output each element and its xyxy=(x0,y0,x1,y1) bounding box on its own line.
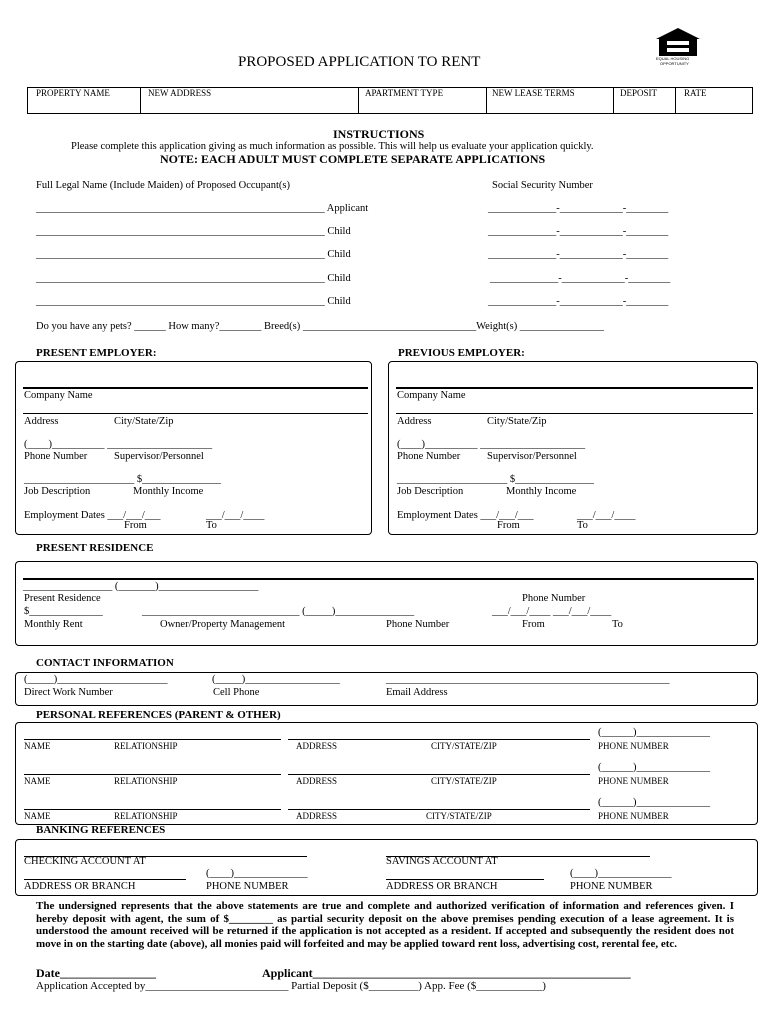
ref-address-label: ADDRESS xyxy=(296,776,338,786)
savings-address-label: ADDRESS OR BRANCH xyxy=(386,881,498,892)
job-label: Job Description xyxy=(24,486,91,497)
ref-name-label: NAME xyxy=(24,776,51,786)
logo-text-2: OPPORTUNITY xyxy=(660,61,689,66)
ref-phone-label: PHONE NUMBER xyxy=(598,811,669,821)
col-rate: RATE xyxy=(684,88,707,98)
checking-address-label: ADDRESS OR BRANCH xyxy=(24,881,136,892)
occupant-name-label: Full Legal Name (Include Maiden) of Proposed Occupant(s) xyxy=(36,180,290,191)
occupant-row[interactable]: _______________________________________________________ Applicant xyxy=(36,203,369,214)
ref-name-label: NAME xyxy=(24,811,51,821)
residence-label: Present Residence xyxy=(24,593,101,604)
banking-heading: BANKING REFERENCES xyxy=(36,824,166,836)
checking-account-label: CHECKING ACCOUNT AT xyxy=(24,856,146,867)
from-label: From xyxy=(124,520,147,531)
ref-address-label: ADDRESS xyxy=(296,811,338,821)
previous-employer-box xyxy=(388,361,758,535)
references-heading: PERSONAL REFERENCES (PARENT & OTHER) xyxy=(36,709,281,721)
checking-phone-field[interactable]: (____)______________ xyxy=(206,868,308,879)
cell-phone-label: Cell Phone xyxy=(213,687,260,698)
phone-label: Phone Number xyxy=(522,593,586,604)
job-field[interactable]: _____________________ $_______________ xyxy=(24,474,221,485)
applicant-signature-field[interactable]: Applicant_____________________________________________________ xyxy=(262,966,631,980)
job-field[interactable]: _____________________ $_______________ xyxy=(397,474,594,485)
ref-city-label: CITY/STATE/ZIP xyxy=(426,811,492,821)
authorization-statement: The undersigned represents that the above statements are true and complete and authorized verification of information and references given. I hereby deposit with agent, the sum of $________ as partial security deposit on the above premises pending execution of a lease agreement. It is understood the amount received will be returned if the application is not accepted as a resident. If accepted and subsequently the resident does not move in on the starting date (above), all monies paid will forfeited and may be applied toward rent loss, advertising cost, rerental fee, etc. xyxy=(36,900,734,950)
contact-box xyxy=(15,672,758,706)
city-label: City/State/Zip xyxy=(487,416,547,427)
present-employer-heading: PRESENT EMPLOYER: xyxy=(36,347,157,359)
from-label: From xyxy=(522,619,545,630)
col-property-name: PROPERTY NAME xyxy=(36,88,110,98)
address-label: Address xyxy=(397,416,432,427)
ref-city-label: CITY/STATE/ZIP xyxy=(431,776,497,786)
cell-phone-field[interactable]: (_____)__________________ xyxy=(212,674,340,685)
employment-dates-field[interactable]: Employment Dates ___/___/___ xyxy=(24,510,161,521)
savings-phone-label: PHONE NUMBER xyxy=(570,881,653,892)
present-residence-heading: PRESENT RESIDENCE xyxy=(36,542,154,554)
occupant-row[interactable]: _______________________________________________________ Child xyxy=(36,249,351,260)
address-label: Address xyxy=(24,416,59,427)
to-label: To xyxy=(206,520,217,531)
contact-heading: CONTACT INFORMATION xyxy=(36,657,174,669)
ref-phone-field[interactable]: (______)______________ xyxy=(598,727,710,738)
residence-dates-field[interactable]: ___/___/____ ___/___/____ xyxy=(492,606,612,617)
phone-field[interactable]: (____)__________ ____________________ xyxy=(397,439,586,450)
supervisor-label: Supervisor/Personnel xyxy=(114,451,204,462)
email-field[interactable]: ______________________________________________________ xyxy=(386,674,670,685)
company-name-label: Company Name xyxy=(397,390,466,401)
ref-relationship-label: RELATIONSHIP xyxy=(114,741,178,751)
col-apartment-type: APARTMENT TYPE xyxy=(365,88,444,98)
ref-phone-label: PHONE NUMBER xyxy=(598,741,669,751)
email-label: Email Address xyxy=(386,687,448,698)
phone-label: Phone Number xyxy=(24,451,88,462)
instructions-heading: INSTRUCTIONS xyxy=(333,127,425,141)
job-label: Job Description xyxy=(397,486,464,497)
ssn-field[interactable]: _____________-____________-________ xyxy=(488,296,669,307)
references-box xyxy=(15,722,758,825)
page-title: PROPOSED APPLICATION TO RENT xyxy=(238,54,481,70)
equal-housing-logo xyxy=(650,26,706,66)
property-table xyxy=(27,87,753,114)
acceptance-footer[interactable]: Application Accepted by__________________________ Partial Deposit ($_________) App. Fee ($____________) xyxy=(36,980,546,992)
occupant-row[interactable]: _______________________________________________________ Child xyxy=(36,226,351,237)
supervisor-label: Supervisor/Personnel xyxy=(487,451,577,462)
instructions-text: Please complete this application giving as much information as possible. This will help us evaluate your application quickly. xyxy=(71,141,594,152)
previous-employer-heading: PREVIOUS EMPLOYER: xyxy=(398,347,525,359)
ref-relationship-label: RELATIONSHIP xyxy=(114,776,178,786)
instructions-note: NOTE: EACH ADULT MUST COMPLETE SEPARATE APPLICATIONS xyxy=(160,152,546,166)
ssn-field[interactable]: _____________-____________-________ xyxy=(488,203,669,214)
ssn-field[interactable]: _____________-____________-________ xyxy=(488,249,669,260)
ref-phone-field[interactable]: (______)______________ xyxy=(598,797,710,808)
col-deposit: DEPOSIT xyxy=(620,88,658,98)
owner-label: Owner/Property Management xyxy=(160,619,286,630)
ref-name-label: NAME xyxy=(24,741,51,751)
employment-dates-field[interactable]: Employment Dates ___/___/___ xyxy=(397,510,534,521)
monthly-rent-label: Monthly Rent xyxy=(24,619,83,630)
savings-phone-field[interactable]: (____)______________ xyxy=(570,868,672,879)
pets-line[interactable]: Do you have any pets? ______ How many?________ Breed(s) _________________________________Weight(s) ________________ xyxy=(36,321,604,332)
rent-field[interactable]: $______________ xyxy=(24,606,103,617)
ref-relationship-label: RELATIONSHIP xyxy=(114,811,178,821)
savings-account-label: SAVINGS ACCOUNT AT xyxy=(386,856,498,867)
col-new-address: NEW ADDRESS xyxy=(148,88,212,98)
from-label: From xyxy=(497,520,520,531)
occupant-row[interactable]: _______________________________________________________ Child xyxy=(36,296,351,307)
occupant-row[interactable]: _______________________________________________________ Child xyxy=(36,273,351,284)
owner-phone-label: Phone Number xyxy=(386,619,450,630)
ref-city-label: CITY/STATE/ZIP xyxy=(431,741,497,751)
col-lease-terms: NEW LEASE TERMS xyxy=(492,88,575,98)
phone-label: Phone Number xyxy=(397,451,461,462)
work-phone-field[interactable]: (_____)_____________________ xyxy=(24,674,168,685)
to-label: To xyxy=(577,520,588,531)
ref-phone-label: PHONE NUMBER xyxy=(598,776,669,786)
present-residence-box xyxy=(15,561,758,646)
income-label: Monthly Income xyxy=(133,486,204,497)
date-field[interactable]: Date________________ xyxy=(36,966,156,980)
residence-field[interactable]: _________________ (_______)___________________ xyxy=(23,581,259,592)
present-employer-box xyxy=(15,361,372,535)
employment-dates-to-field[interactable]: ___/___/____ xyxy=(577,510,636,521)
ref-address-label: ADDRESS xyxy=(296,741,338,751)
checking-phone-label: PHONE NUMBER xyxy=(206,881,289,892)
ref-phone-field[interactable]: (______)______________ xyxy=(598,762,710,773)
income-label: Monthly Income xyxy=(506,486,577,497)
ssn-field[interactable]: _____________-____________-________ xyxy=(490,273,671,284)
to-label: To xyxy=(612,619,623,630)
company-name-label: Company Name xyxy=(24,390,93,401)
employment-dates-to-field[interactable]: ___/___/____ xyxy=(206,510,265,521)
owner-field[interactable]: ______________________________ (_____)_______________ xyxy=(142,606,415,617)
phone-field[interactable]: (____)__________ ____________________ xyxy=(24,439,213,450)
logo-text-1: EQUAL HOUSING xyxy=(656,56,690,61)
ssn-field[interactable]: _____________-____________-________ xyxy=(488,226,669,237)
banking-box xyxy=(15,839,758,896)
ssn-label: Social Security Number xyxy=(492,180,593,191)
work-phone-label: Direct Work Number xyxy=(24,687,113,698)
city-label: City/State/Zip xyxy=(114,416,174,427)
